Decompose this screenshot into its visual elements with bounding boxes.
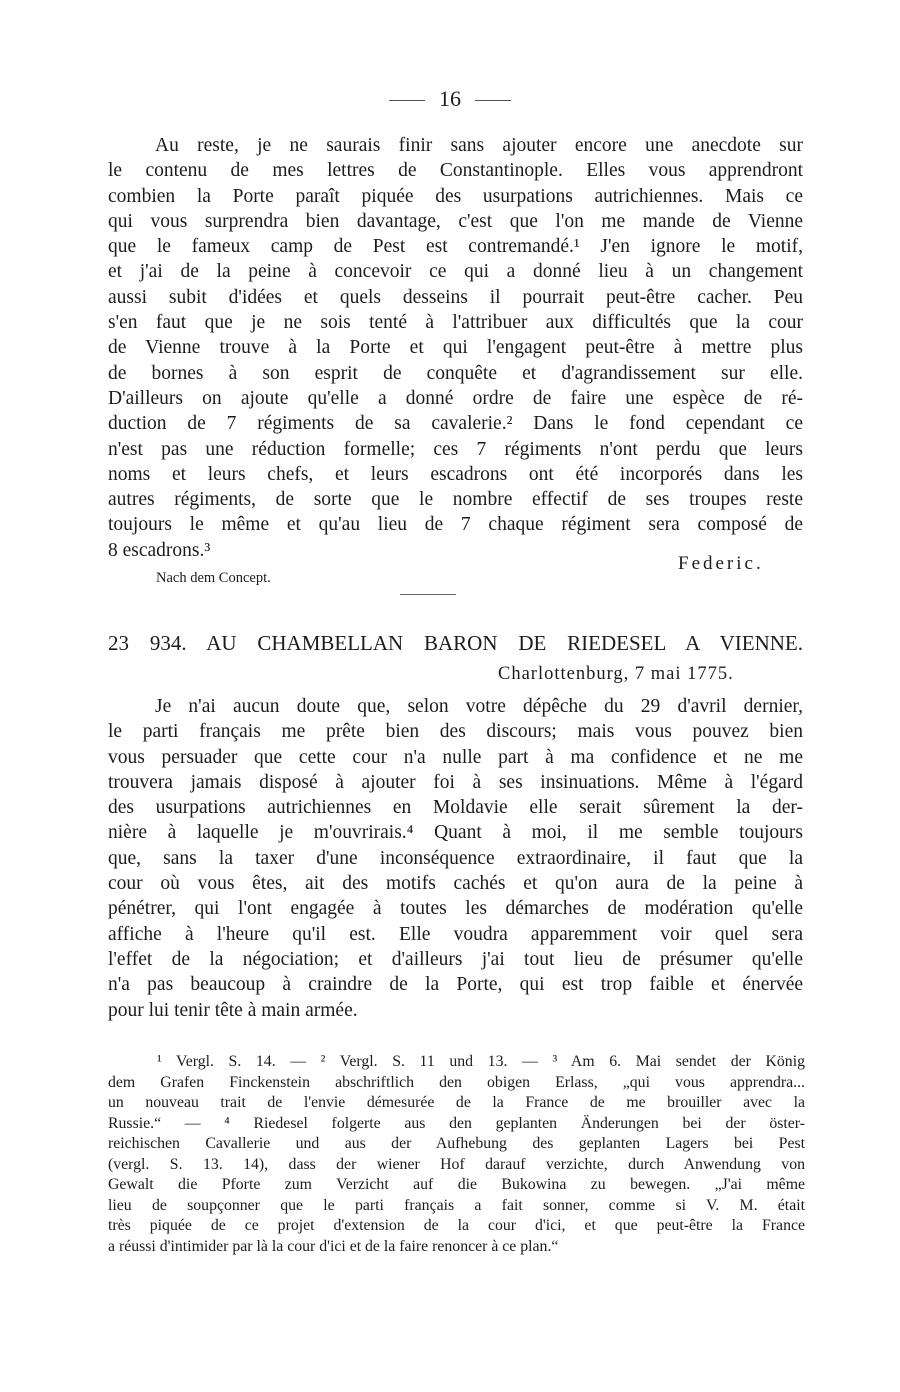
section-divider (400, 594, 456, 595)
text-line: toujours le même et qu'au lieu de 7 chaque régiment sera composé de (108, 514, 803, 536)
text-line: le parti français me prête bien des discours; mais vous pouvez bien (108, 721, 803, 743)
text-line: n'a pas beaucoup à craindre de la Porte, qui est trop faible et énervée (108, 974, 803, 996)
letter-heading: 23 934. AU CHAMBELLAN BARON DE RIEDESEL A VIENNE. (108, 631, 803, 655)
footnote-line: (vergl. S. 13. 14), dass der wiener Hof darauf verzichte, durch Anwendung von (108, 1155, 805, 1173)
text-line: et j'ai de la peine à concevoir ce qui a donné lieu à un changement (108, 261, 803, 283)
text-line: vous persuader que cette cour n'a nulle part à ma confidence et ne me (108, 746, 803, 768)
footnote-line: ¹ Vergl. S. 14. — ² Vergl. S. 11 und 13. — ³ Am 6. Mai sendet der König (157, 1053, 805, 1070)
signature: Federic. (678, 553, 764, 574)
dateline: Charlottenburg, 7 mai 1775. (498, 664, 734, 684)
text-line: autres régiments, de sorte que le nombre effectif de ses troupes reste (108, 489, 803, 511)
source-note: Nach dem Concept. (156, 570, 271, 586)
text-line: duction de 7 régiments de sa cavalerie.² Dans le fond cependant ce (108, 413, 803, 435)
page-number (0, 86, 900, 112)
text-line: de Vienne trouve à la Porte et qui l'engagent peut-être à mettre plus (108, 337, 803, 359)
footnote-line: Russie.“ — ⁴ Riedesel folgerte aus den geplanten Änderungen bei der öster- (108, 1114, 805, 1132)
page-number-rule-left (389, 100, 425, 101)
text-line: noms et leurs chefs, et leurs escadrons ont été incorporés dans les (108, 463, 803, 485)
text-line: n'est pas une réduction formelle; ces 7 régiments n'ont perdu que leurs (108, 438, 803, 460)
text-line: nière à laquelle je m'ouvrirais.⁴ Quant à moi, il me semble toujours (108, 822, 803, 844)
text-line: des usurpations autrichiennes en Moldavie elle serait sûrement la der- (108, 797, 803, 819)
text-line: pour lui tenir tête à main armée. (108, 999, 358, 1021)
text-line: Au reste, je ne saurais finir sans ajouter encore une anecdote sur (155, 135, 803, 156)
top-paragraph (108, 133, 803, 563)
text-line: affiche à l'heure qu'il est. Elle voudra apparemment voir quel sera (108, 923, 803, 945)
footnote-line: un nouveau trait de l'envie démesurée de la France de me brouiller avec la (108, 1094, 805, 1111)
text-line: 8 escadrons.³ (108, 539, 211, 561)
text-line: s'en faut que je ne sois tenté à l'attribuer aux difficultés que la cour (108, 312, 803, 334)
text-line: de bornes à son esprit de conquête et d'agrandissement sur elle. (108, 362, 803, 384)
text-line: qui vous surprendra bien davantage, c'est que l'on me mande de Vienne (108, 210, 803, 232)
text-line: Je n'ai aucun doute que, selon votre dépêche du 29 d'avril dernier, (155, 696, 803, 717)
text-line: que le fameux camp de Pest est contremandé.¹ J'en ignore le motif, (108, 236, 803, 258)
footnote-line: lieu de soupçonner que le parti français a fait sonner, comme si V. M. était (108, 1196, 805, 1214)
text-line: combien la Porte paraît piquée des usurpations autrichiennes. Mais ce (108, 185, 803, 207)
page-number-text: 16 (439, 86, 461, 111)
footnote-line: a réussi d'intimider par là la cour d'ici et de la faire renoncer à ce plan.“ (108, 1237, 559, 1255)
text-line: pénétrer, qui l'ont engagée à toutes les démarches de modération qu'elle (108, 898, 803, 920)
text-line: aussi subit d'idées et quels desseins il pourrait peut-être cacher. Peu (108, 286, 803, 308)
letter-paragraph (108, 694, 803, 1023)
footnote-line: reichischen Cavallerie und aus der Aufhebung des geplanten Lagers bei Pest (108, 1135, 805, 1152)
footnote-line: Gewalt die Pforte zum Verzicht auf die Bukowina zu bewegen. „J'ai même (108, 1176, 805, 1193)
text-line: cour où vous êtes, ait des motifs cachés et qu'on aura de la peine à (108, 873, 803, 895)
text-line: D'ailleurs on ajoute qu'elle a donné ordre de faire une espèce de ré- (108, 387, 803, 409)
footnote-line: dem Grafen Finckenstein abschriftlich den obigen Erlass, „qui vous apprendra... (108, 1073, 805, 1091)
text-line: l'effet de la négociation; et d'ailleurs j'ai tout lieu de présumer qu'elle (108, 948, 803, 970)
text-line: le contenu de mes lettres de Constantinople. Elles vous apprendront (108, 160, 803, 182)
page-number-rule-right (475, 100, 511, 101)
text-line: trouvera jamais disposé à ajouter foi à ses insinuations. Même à l'égard (108, 771, 803, 793)
footnotes (108, 1052, 805, 1257)
text-line: que, sans la taxer d'une inconséquence extraordinaire, il faut que la (108, 847, 803, 869)
footnote-line: très piquée de ce projet d'extension de la cour d'ici, et que peut-être la France (108, 1217, 805, 1234)
